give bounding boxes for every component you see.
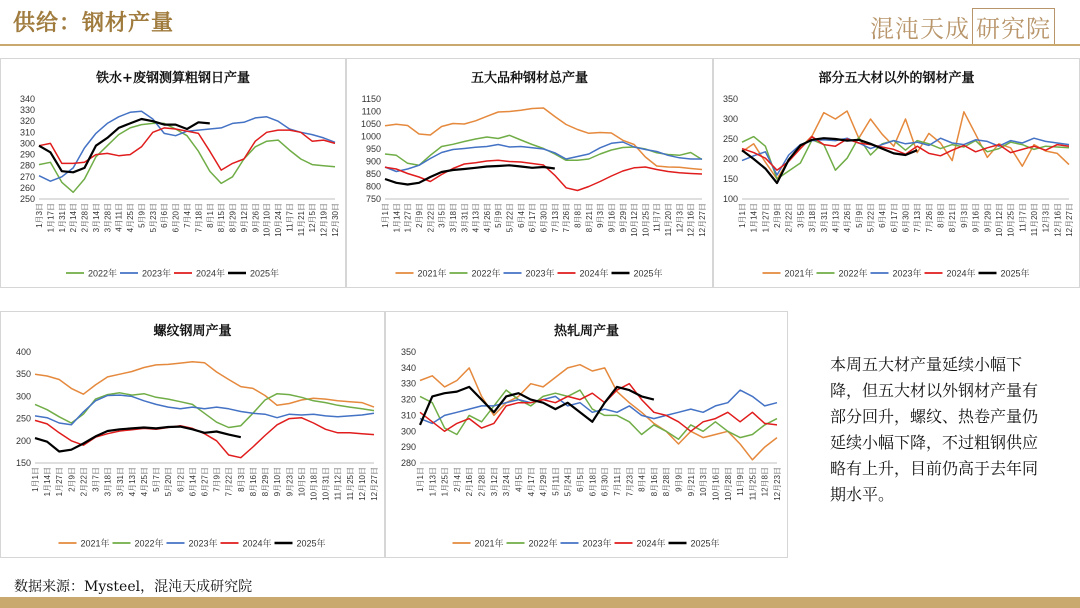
x-tick-label: 3月14日 [91, 203, 101, 233]
x-tick-label: 9月3日 [596, 203, 606, 228]
series-line-3 [35, 418, 374, 458]
x-tick-label: 1月14日 [392, 203, 402, 233]
x-tick-label: 6月17日 [889, 203, 899, 233]
x-tick-label: 9月23日 [285, 467, 295, 497]
x-tick-label: 9月3日 [959, 203, 969, 228]
y-tick-label: 340 [19, 94, 35, 104]
x-tick-label: 7月18日 [194, 203, 204, 233]
x-tick-label: 6月5日 [576, 467, 586, 492]
x-tick-label: 4月26日 [843, 203, 853, 233]
chart-hot-rolled-weekly [385, 311, 788, 558]
x-tick-label: 10月5日 [297, 467, 307, 497]
x-tick-label: 12月8日 [760, 467, 770, 497]
legend-label: 2022年 [528, 538, 558, 549]
x-tick-label: 8月28日 [662, 467, 672, 497]
x-tick-label: 3月7日 [91, 467, 101, 492]
x-tick-label: 6月14日 [188, 467, 198, 497]
x-tick-label: 6月6日 [160, 203, 170, 228]
y-tick-label: 320 [400, 394, 416, 405]
x-tick-label: 3月31日 [819, 203, 829, 233]
chart-five-major-total [346, 58, 713, 288]
x-tick-label: 1月1日 [416, 467, 425, 492]
chart-svg [1, 59, 347, 289]
x-tick-label: 1月1日 [381, 203, 390, 228]
x-tick-label: 4月25日 [139, 467, 149, 497]
x-tick-label: 1月3日 [35, 203, 44, 228]
x-tick-label: 11月9日 [736, 467, 746, 496]
x-tick-label: 12月5日 [308, 203, 318, 233]
x-tick-label: 4月13日 [831, 203, 841, 233]
x-tick-label: 2月9日 [773, 203, 783, 228]
y-tick-label: 330 [400, 378, 416, 389]
x-tick-label: 8月21日 [584, 203, 594, 233]
y-tick-label: 280 [400, 458, 416, 468]
x-tick-label: 3月24日 [502, 467, 512, 497]
x-tick-label: 5月9日 [854, 203, 864, 228]
x-tick-label: 7月26日 [562, 203, 572, 233]
y-tick-label: 300 [15, 391, 31, 402]
x-tick-label: 1月27日 [761, 203, 771, 233]
legend-label: 2022年 [88, 268, 118, 279]
chart-crude-steel-daily [0, 58, 346, 288]
legend-label: 2023年 [525, 268, 555, 279]
chart-svg [347, 59, 714, 289]
y-tick-label: 290 [400, 442, 416, 453]
x-tick-label: 5月20日 [164, 467, 174, 497]
legend-label: 2025年 [250, 268, 280, 279]
brand-logo [870, 8, 1055, 45]
x-tick-label: 1月13日 [428, 467, 438, 497]
x-tick-label: 7月22日 [224, 467, 234, 497]
x-tick-label: 9月10日 [273, 467, 283, 497]
legend-label: 2024年 [242, 538, 272, 549]
y-tick-label: 250 [19, 194, 35, 204]
x-tick-label: 6月30日 [901, 203, 911, 233]
x-tick-label: 11月7日 [1018, 203, 1028, 232]
y-tick-label: 1050 [360, 119, 381, 129]
x-tick-label: 12月23日 [773, 467, 782, 501]
x-tick-label: 5月11日 [551, 467, 561, 496]
y-tick-label: 310 [400, 410, 416, 421]
x-tick-label: 11月21日 [296, 203, 306, 237]
x-tick-label: 6月30日 [539, 203, 549, 233]
brand-box: 研究院 [972, 8, 1055, 45]
x-tick-label: 2月16日 [465, 467, 475, 497]
x-tick-label: 8月15日 [217, 203, 227, 233]
x-tick-label: 10月28日 [723, 467, 733, 501]
legend-label: 2024年 [636, 538, 666, 549]
x-tick-label: 3月31日 [115, 467, 125, 497]
x-tick-label: 6月18日 [588, 467, 598, 497]
x-tick-label: 8月8日 [573, 203, 583, 228]
x-tick-label: 5月23日 [148, 203, 158, 233]
x-tick-label: 12月27日 [698, 203, 707, 237]
y-tick-label: 260 [19, 182, 35, 193]
x-tick-label: 10月25日 [1006, 203, 1016, 237]
y-tick-label: 100 [722, 194, 738, 204]
x-tick-label: 3月28日 [103, 203, 113, 233]
series-line-0 [39, 123, 335, 192]
x-tick-label: 2月14日 [69, 203, 79, 233]
x-tick-label: 10月12日 [630, 203, 640, 237]
x-tick-label: 3月5日 [437, 203, 447, 228]
x-tick-label: 8月16日 [649, 467, 659, 497]
y-tick-label: 800 [365, 181, 381, 192]
x-tick-label: 1月17日 [46, 203, 56, 233]
footer-bar [0, 597, 1080, 608]
legend-label: 2023年 [892, 268, 922, 279]
source-note: 数据来源：Mysteel，混沌天成研究院 [14, 579, 253, 595]
y-tick-label: 1150 [361, 94, 381, 104]
x-tick-label: 7月13日 [913, 203, 923, 233]
chart-svg [386, 312, 789, 559]
x-tick-label: 4月29日 [539, 467, 549, 497]
x-tick-label: 5月7日 [152, 467, 162, 492]
x-tick-label: 8月3日 [236, 467, 246, 492]
legend-label: 2021年 [417, 268, 447, 279]
y-tick-label: 950 [365, 144, 381, 154]
legend-label: 2023年 [582, 538, 612, 549]
x-tick-label: 11月20日 [664, 203, 674, 237]
x-tick-label: 1月14日 [43, 467, 53, 497]
x-tick-label: 2月9日 [67, 467, 77, 492]
x-tick-label: 1月27日 [403, 203, 413, 233]
x-tick-label: 1月1日 [738, 203, 747, 228]
x-tick-label: 8月29日 [228, 203, 238, 233]
x-tick-label: 11月7日 [285, 203, 295, 232]
x-tick-label: 1月1日 [31, 467, 40, 492]
x-tick-label: 10月25日 [641, 203, 651, 237]
x-tick-label: 8月4日 [637, 467, 647, 492]
y-tick-label: 400 [15, 347, 31, 357]
series-line-1 [39, 111, 335, 181]
x-tick-label: 7月9日 [212, 467, 222, 492]
x-tick-label: 12月3日 [675, 203, 685, 233]
y-tick-label: 200 [722, 154, 738, 164]
series-line-0 [35, 362, 374, 407]
x-tick-label: 7月13日 [550, 203, 560, 233]
x-tick-label: 2月22日 [784, 203, 794, 233]
x-tick-label: 3月18日 [808, 203, 818, 233]
x-tick-label: 1月25日 [440, 467, 450, 497]
x-tick-label: 8月21日 [948, 203, 958, 233]
chart-title: 部分五大材以外的钢材产量 [818, 71, 975, 86]
x-tick-label: 5月9日 [494, 203, 504, 228]
series-line-1 [385, 135, 702, 165]
x-tick-label: 2月4日 [452, 467, 462, 492]
chart-title: 五大品种钢材总产量 [470, 71, 588, 86]
legend-label: 2022年 [838, 268, 868, 279]
y-tick-label: 320 [19, 116, 35, 127]
x-tick-label: 8月1日 [205, 203, 215, 228]
x-tick-label: 8月29日 [261, 467, 271, 497]
legend-label: 2021年 [474, 538, 504, 549]
x-tick-label: 6月20日 [171, 203, 181, 233]
legend-label: 2024年 [579, 268, 609, 279]
legend-label: 2022年 [471, 268, 501, 279]
x-tick-label: 10月18日 [309, 467, 319, 501]
y-tick-label: 290 [19, 149, 35, 160]
x-tick-label: 6月2日 [176, 467, 186, 492]
y-tick-label: 300 [400, 426, 416, 437]
x-tick-label: 9月21日 [686, 467, 696, 497]
y-tick-label: 280 [19, 160, 35, 171]
y-tick-label: 330 [19, 105, 35, 116]
x-tick-label: 3月5日 [796, 203, 806, 228]
x-tick-label: 4月13日 [471, 203, 481, 233]
x-tick-label: 9月16日 [971, 203, 981, 233]
x-tick-label: 8月16日 [248, 467, 258, 497]
x-tick-label: 11月7日 [652, 203, 662, 232]
x-tick-label: 9月29日 [618, 203, 628, 233]
x-tick-label: 2月28日 [80, 203, 90, 233]
x-tick-label: 1月31日 [57, 203, 67, 233]
x-tick-label: 4月13日 [127, 467, 137, 497]
x-tick-label: 6月30日 [600, 467, 610, 497]
legend-label: 2025年 [1000, 268, 1030, 279]
x-tick-label: 3月12日 [489, 467, 499, 497]
x-tick-label: 12月30日 [331, 203, 340, 237]
x-tick-label: 4月11日 [114, 203, 124, 232]
y-tick-label: 350 [722, 94, 738, 104]
legend-label: 2021年 [784, 268, 814, 279]
x-tick-label: 3月18日 [448, 203, 458, 233]
chart-title: 热轧周产量 [553, 324, 619, 339]
y-tick-label: 350 [400, 347, 416, 357]
y-tick-label: 250 [15, 413, 31, 424]
chart-svg [1, 312, 386, 559]
chart-other-steel [713, 58, 1080, 288]
y-tick-label: 250 [722, 134, 738, 144]
legend-label: 2025年 [690, 538, 720, 549]
x-tick-label: 5月22日 [866, 203, 876, 233]
legend-label: 2021年 [80, 538, 110, 549]
x-tick-label: 11月25日 [748, 467, 758, 501]
x-tick-label: 7月11日 [612, 467, 622, 496]
y-tick-label: 270 [19, 171, 35, 182]
y-tick-label: 300 [722, 114, 738, 124]
legend-label: 2023年 [142, 268, 172, 279]
x-tick-label: 1月14日 [749, 203, 759, 233]
x-tick-label: 5月22日 [505, 203, 515, 233]
summary-text: 本周五大材产量延续小幅下降，但五大材以外钢材产量有部分回升，螺纹、热卷产量仍延续小幅下降，不过粗钢供应略有上升，目前仍高于去年同期水平。 [830, 355, 1039, 504]
legend-label: 2024年 [946, 268, 976, 279]
series-line-4 [35, 427, 241, 452]
y-tick-label: 350 [15, 369, 31, 380]
series-line-3 [39, 119, 210, 172]
legend-label: 2023年 [188, 538, 218, 549]
y-tick-label: 900 [365, 156, 381, 167]
x-tick-label: 6月4日 [516, 203, 526, 228]
series-line-0 [385, 108, 702, 170]
x-tick-label: 9月9日 [674, 467, 684, 492]
y-tick-label: 850 [365, 169, 381, 179]
x-tick-label: 4月17日 [526, 467, 536, 497]
x-tick-label: 10月12日 [994, 203, 1004, 237]
x-tick-label: 10月10日 [262, 203, 272, 237]
legend-label: 2024年 [196, 268, 226, 279]
x-tick-label: 12月19日 [319, 203, 329, 237]
x-tick-label: 5月9日 [137, 203, 147, 228]
chart-rebar-weekly [0, 311, 385, 558]
x-tick-label: 11月20日 [1029, 203, 1039, 237]
x-tick-label: 2月22日 [79, 467, 89, 497]
x-tick-label: 2月9日 [414, 203, 424, 228]
y-tick-label: 750 [365, 194, 381, 204]
y-tick-label: 1100 [361, 106, 381, 117]
legend-label: 2022年 [134, 538, 164, 549]
x-tick-label: 2月28日 [477, 467, 487, 497]
x-tick-label: 12月3日 [1041, 203, 1051, 233]
x-tick-label: 3月31日 [460, 203, 470, 233]
chart-title: 螺纹钢周产量 [153, 324, 232, 339]
x-tick-label: 10月31日 [321, 467, 331, 501]
x-tick-label: 10月3日 [699, 467, 709, 497]
x-tick-label: 5月24日 [563, 467, 573, 497]
x-tick-label: 9月16日 [607, 203, 617, 233]
x-tick-label: 9月29日 [983, 203, 993, 233]
legend-label: 2025年 [633, 268, 663, 279]
y-tick-label: 1000 [360, 131, 381, 142]
y-tick-label: 150 [15, 458, 31, 468]
x-tick-label: 12月27日 [1065, 203, 1074, 237]
x-tick-label: 4月26日 [482, 203, 492, 233]
page-title: 供给：钢材产量 [13, 10, 175, 36]
x-tick-label: 11月25日 [345, 467, 355, 501]
x-tick-label: 12月27日 [370, 467, 379, 501]
x-tick-label: 7月4日 [183, 203, 192, 228]
x-tick-label: 6月27日 [200, 467, 210, 497]
y-tick-label: 200 [15, 435, 31, 446]
header-divider [0, 44, 1080, 46]
x-tick-label: 8月8日 [936, 203, 946, 228]
x-tick-label: 12月16日 [686, 203, 696, 237]
x-tick-label: 7月26日 [924, 203, 934, 233]
brand-main: 混沌天成 [870, 15, 970, 43]
x-tick-label: 3月18日 [103, 467, 113, 497]
x-tick-label: 9月12日 [239, 203, 249, 233]
legend-label: 2025年 [296, 538, 326, 549]
x-tick-label: 6月4日 [878, 203, 888, 228]
y-tick-label: 150 [722, 174, 738, 184]
x-tick-label: 9月26日 [251, 203, 261, 233]
y-tick-label: 310 [19, 127, 35, 138]
x-tick-label: 12月16日 [1053, 203, 1063, 237]
x-tick-label: 6月17日 [528, 203, 538, 233]
x-tick-label: 7月23日 [625, 467, 635, 497]
x-tick-label: 11月12日 [333, 467, 343, 501]
x-tick-label: 4月5日 [514, 467, 524, 492]
chart-svg [714, 59, 1080, 289]
x-tick-label: 10月16日 [711, 467, 721, 501]
x-tick-label: 10月24日 [274, 203, 284, 237]
x-tick-label: 2月22日 [426, 203, 436, 233]
y-tick-label: 340 [400, 362, 416, 373]
x-tick-label: 1月27日 [55, 467, 65, 497]
x-tick-label: 12月10日 [357, 467, 367, 501]
x-tick-label: 4月25日 [126, 203, 136, 233]
chart-title: 铁水+废钢测算粗钢日产量 [96, 71, 250, 86]
y-tick-label: 300 [19, 138, 35, 149]
